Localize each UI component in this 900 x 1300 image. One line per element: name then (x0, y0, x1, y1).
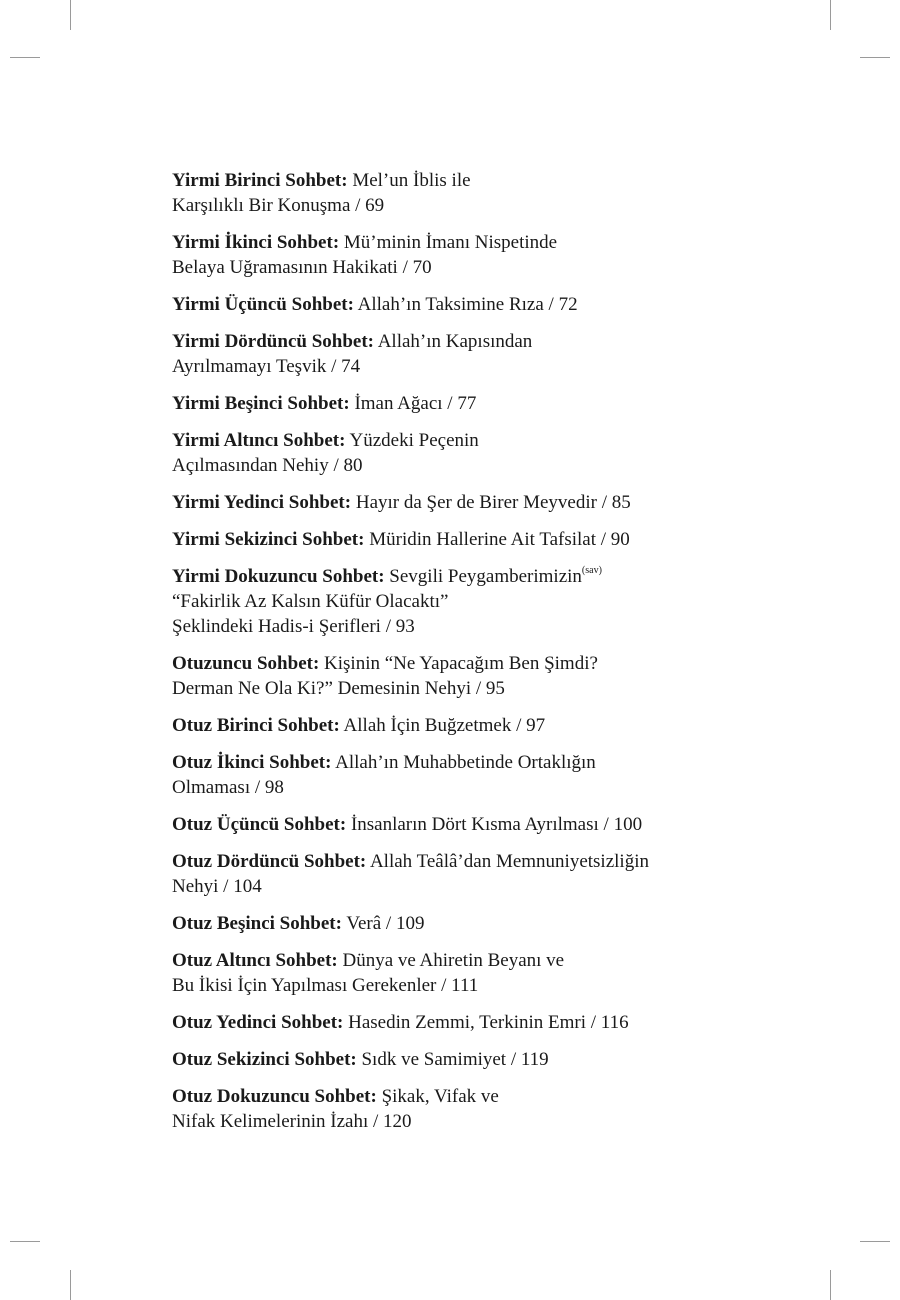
toc-entry-line (172, 1084, 772, 1109)
toc-entry-text: Müridin Hallerine Ait Tafsilat / 90 (369, 529, 630, 550)
toc-entry (172, 329, 772, 379)
toc-entry-line (172, 329, 772, 354)
toc-entry-text: Olmaması / 98 (172, 777, 284, 798)
toc-entry-line (172, 230, 772, 255)
toc-entry-line (172, 775, 772, 800)
toc-entry-text: Dünya ve Ahiretin Beyanı ve (342, 950, 565, 971)
toc-entry-line (172, 193, 772, 218)
toc-entry (172, 168, 772, 218)
toc-entry-label: Otuz Beşinci Sohbet: (172, 913, 342, 934)
toc-entry-label: Yirmi Sekizinci Sohbet: (172, 529, 365, 550)
table-of-contents (172, 168, 772, 1146)
toc-entry (172, 428, 772, 478)
toc-entry-text: Ayrılmamayı Teşvik / 74 (172, 356, 361, 377)
toc-entry-text: Sevgili Peygamberimizin (389, 566, 582, 587)
toc-entry-label: Otuz Sekizinci Sohbet: (172, 1049, 357, 1070)
toc-entry-label: Yirmi Dokuzuncu Sohbet: (172, 566, 385, 587)
toc-entry-text: Bu İkisi İçin Yapılması Gerekenler / 111 (172, 975, 479, 996)
toc-entry-line (172, 1109, 772, 1134)
toc-entry-line (172, 713, 772, 738)
toc-entry-text: Mü’minin İmanı Nispetinde (343, 232, 558, 253)
crop-mark-top-left-horizontal (10, 57, 40, 58)
toc-entry-text: İnsanların Dört Kısma Ayrılması / 100 (350, 814, 643, 835)
toc-entry-label: Otuz İkinci Sohbet: (172, 752, 332, 773)
toc-entry-line (172, 812, 772, 837)
toc-entry-superscript: (sav) (581, 565, 602, 576)
toc-entry-text: “Fakirlik Az Kalsın Küfür Olacaktı” (172, 591, 449, 612)
toc-entry (172, 1047, 772, 1072)
toc-entry-line (172, 589, 772, 614)
toc-entry-line (172, 849, 772, 874)
crop-mark-bottom-left-vertical (70, 1270, 71, 1300)
toc-entry-line (172, 428, 772, 453)
toc-entry-text: Nifak Kelimelerinin İzahı / 120 (172, 1111, 412, 1132)
toc-entry-text: Sıdk ve Samimiyet / 119 (361, 1049, 549, 1070)
toc-entry-label: Otuz Dördüncü Sohbet: (172, 851, 367, 872)
toc-entry-line (172, 1047, 772, 1072)
toc-entry-text: Allah’ın Taksimine Rıza / 72 (357, 294, 578, 315)
toc-entry (172, 750, 772, 800)
toc-entry-text: Allah İçin Buğzetmek / 97 (343, 715, 546, 736)
toc-entry (172, 948, 772, 998)
toc-entry-line (172, 564, 772, 589)
toc-entry-line (172, 973, 772, 998)
toc-entry-text: Mel’un İblis ile (352, 170, 471, 191)
toc-entry-line (172, 527, 772, 552)
toc-entry (172, 713, 772, 738)
toc-entry-line (172, 676, 772, 701)
crop-mark-bottom-left-horizontal (10, 1241, 40, 1242)
toc-entry-text: Karşılıklı Bir Konuşma / 69 (172, 195, 385, 216)
crop-mark-bottom-right-horizontal (860, 1241, 890, 1242)
toc-entry-text: Derman Ne Ola Ki?” Demesinin Nehyi / 95 (172, 678, 505, 699)
toc-entry-line (172, 1010, 772, 1035)
toc-entry-line (172, 168, 772, 193)
crop-mark-top-right-horizontal (860, 57, 890, 58)
toc-entry (172, 1010, 772, 1035)
toc-entry-line (172, 453, 772, 478)
toc-entry-line (172, 911, 772, 936)
toc-entry-text: Allah’ın Muhabbetinde Ortaklığın (335, 752, 596, 773)
toc-entry-label: Otuz Birinci Sohbet: (172, 715, 340, 736)
toc-entry (172, 849, 772, 899)
toc-entry-label: Otuz Yedinci Sohbet: (172, 1012, 344, 1033)
crop-mark-bottom-right-vertical (830, 1270, 831, 1300)
crop-mark-top-left-vertical (70, 0, 71, 30)
toc-entry (172, 490, 772, 515)
crop-mark-top-right-vertical (830, 0, 831, 30)
toc-entry-label: Yirmi Birinci Sohbet: (172, 170, 348, 191)
toc-entry-line (172, 255, 772, 280)
toc-entry-text: Yüzdeki Peçenin (349, 430, 479, 451)
toc-entry-line (172, 750, 772, 775)
toc-entry-line (172, 948, 772, 973)
toc-entry-label: Otuzuncu Sohbet: (172, 653, 320, 674)
toc-entry-text: Allah Teâlâ’dan Memnuniyetsizliğin (369, 851, 649, 872)
toc-entry-line (172, 490, 772, 515)
toc-entry-label: Yirmi Altıncı Sohbet: (172, 430, 346, 451)
toc-entry-label: Otuz Dokuzuncu Sohbet: (172, 1086, 377, 1107)
toc-entry-text: Belaya Uğramasının Hakikati / 70 (172, 257, 432, 278)
toc-entry-text: Allah’ın Kapısından (377, 331, 533, 352)
toc-entry (172, 651, 772, 701)
toc-entry-label: Otuz Üçüncü Sohbet: (172, 814, 347, 835)
toc-entry-label: Yirmi İkinci Sohbet: (172, 232, 340, 253)
toc-entry-text: Kişinin “Ne Yapacağım Ben Şimdi? (324, 653, 598, 674)
toc-entry-text: Nehyi / 104 (172, 876, 262, 897)
toc-entry-label: Yirmi Dördüncü Sohbet: (172, 331, 374, 352)
toc-entry (172, 812, 772, 837)
toc-entry (172, 292, 772, 317)
toc-entry-label: Yirmi Üçüncü Sohbet: (172, 294, 354, 315)
toc-entry-line (172, 874, 772, 899)
toc-entry-text: Hasedin Zemmi, Terkinin Emri / 116 (348, 1012, 629, 1033)
toc-entry (172, 391, 772, 416)
toc-entry-text: Şeklindeki Hadis-i Şerifleri / 93 (172, 616, 415, 637)
toc-entry (172, 1084, 772, 1134)
toc-entry (172, 527, 772, 552)
toc-entry-line (172, 614, 772, 639)
toc-entry-text: Hayır da Şer de Birer Meyvedir / 85 (355, 492, 631, 513)
toc-entry-text: İman Ağacı / 77 (354, 393, 477, 414)
toc-entry (172, 911, 772, 936)
toc-entry-line (172, 354, 772, 379)
toc-entry-text: Şikak, Vifak ve (381, 1086, 499, 1107)
toc-entry-line (172, 292, 772, 317)
toc-entry-line (172, 651, 772, 676)
toc-entry-label: Yirmi Beşinci Sohbet: (172, 393, 350, 414)
toc-entry (172, 564, 772, 639)
toc-entry-text: Açılmasından Nehiy / 80 (172, 455, 363, 476)
toc-entry-line (172, 391, 772, 416)
toc-entry (172, 230, 772, 280)
toc-entry-label: Yirmi Yedinci Sohbet: (172, 492, 352, 513)
toc-entry-text: Verâ / 109 (346, 913, 425, 934)
toc-entry-label: Otuz Altıncı Sohbet: (172, 950, 338, 971)
